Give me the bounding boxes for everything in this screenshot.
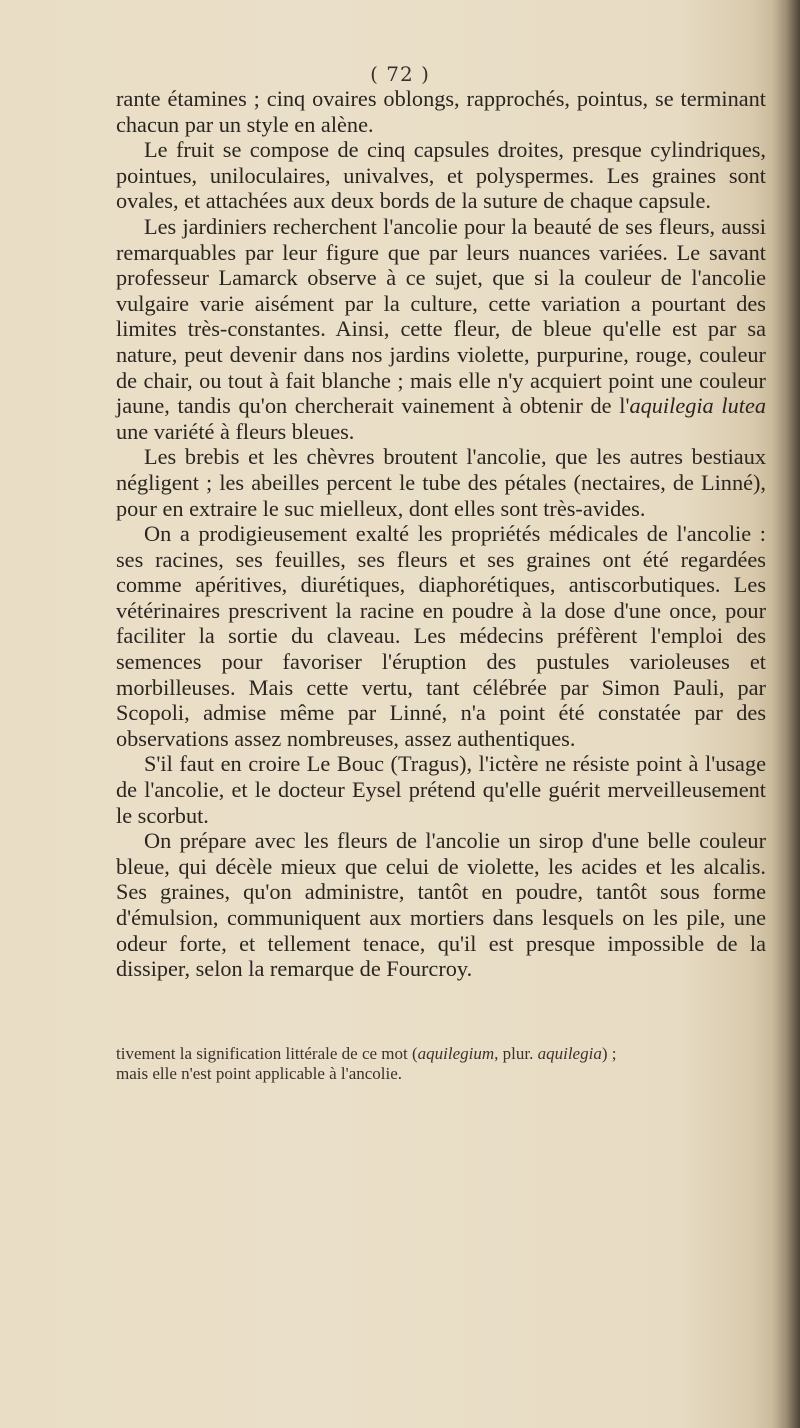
species-name: aquilegia lutea bbox=[629, 393, 766, 419]
paragraph-6: S'il faut en croire Le Bouc (Tragus), l'ictère ne résiste point à l'usage de l'ancolie, et le docteur Eysel prétend qu'elle guérit merveilleusement le scorbut. bbox=[116, 751, 766, 828]
footnote-line-1 bbox=[116, 1044, 766, 1064]
footnote-line-2: mais elle n'est point applicable à l'ancolie. bbox=[116, 1064, 403, 1083]
footnote bbox=[116, 1044, 766, 1084]
footnote-term-2: aquilegia bbox=[537, 1044, 602, 1063]
paragraph-3-end: une variété à fleurs bleues. bbox=[116, 418, 355, 444]
paragraph-3-text: Les jardiniers recherchent l'ancolie pour la beauté de ses fleurs, aussi remarquables par leur figure que par leurs nuances variées. Le savant professeur Lamarck observe à ce sujet, que si la couleur de l'ancolie vulgaire varie aisément par la culture, cette variation a pourtant des limites très-constantes. Ainsi, cette fleur, de bleue qu'elle est par sa nature, peut devenir dans nos jardins violette, purpurine, rouge, couleur de chair, ou tout à fait blanche ; mais elle n'y acquiert point une couleur jaune, tandis qu'on chercherait vainement à obtenir de l' bbox=[116, 213, 766, 419]
paragraph-2: Le fruit se compose de cinq capsules droites, presque cylindriques, pointues, uniloculaires, univalves, et polyspermes. Les graines sont ovales, et attachées aux deux bords de la suture de chaque capsule. bbox=[116, 137, 766, 214]
paragraph-1: rante étamines ; cinq ovaires oblongs, rapprochés, pointus, se terminant chacun par un style en alène. bbox=[116, 86, 766, 137]
footnote-sep: , plur. bbox=[494, 1044, 538, 1063]
paragraph-4: Les brebis et les chèvres broutent l'ancolie, que les autres bestiaux négligent ; les abeilles percent le tube des pétales (nectaires, de Linné), pour en extraire le suc mielleux, dont elles sont très-avides. bbox=[116, 444, 766, 521]
paragraph-3 bbox=[116, 214, 766, 444]
main-text bbox=[116, 86, 766, 982]
page-number: ( 72 ) bbox=[370, 62, 430, 86]
binding-shadow bbox=[772, 0, 800, 1428]
footnote-term-1: aquilegium bbox=[417, 1044, 495, 1063]
paragraph-5: On a prodigieusement exalté les propriétés médicales de l'ancolie : ses racines, ses feuilles, ses fleurs et ses graines ont été regardées comme apéritives, diurétiques, diaphorétiques, antiscorbutiques. Les vétérinaires prescrivent la racine en poudre à la dose d'une once, pour faciliter la sortie du claveau. Les médecins préfèrent l'emploi des semences pour favoriser l'éruption des pustules varioleuses et morbilleuses. Mais cette vertu, tant célébrée par Simon Pauli, par Scopoli, admise même par Linné, n'a point été constatée par des observations assez nombreuses, assez authentiques. bbox=[116, 521, 766, 751]
footnote-text: tivement la signification littérale de ce mot ( bbox=[116, 1044, 418, 1063]
paragraph-7: On prépare avec les fleurs de l'ancolie un sirop d'une belle couleur bleue, qui décèle mieux que celui de violette, les acides et les alcalis. Ses graines, qu'on administre, tantôt en poudre, tantôt sous forme d'émulsion, communiquent aux mortiers dans lesquels on les pile, une odeur forte, et tellement tenace, qu'il est presque impossible de la dissiper, selon la remarque de Fourcroy. bbox=[116, 828, 766, 982]
footnote-close: ) ; bbox=[601, 1044, 617, 1063]
